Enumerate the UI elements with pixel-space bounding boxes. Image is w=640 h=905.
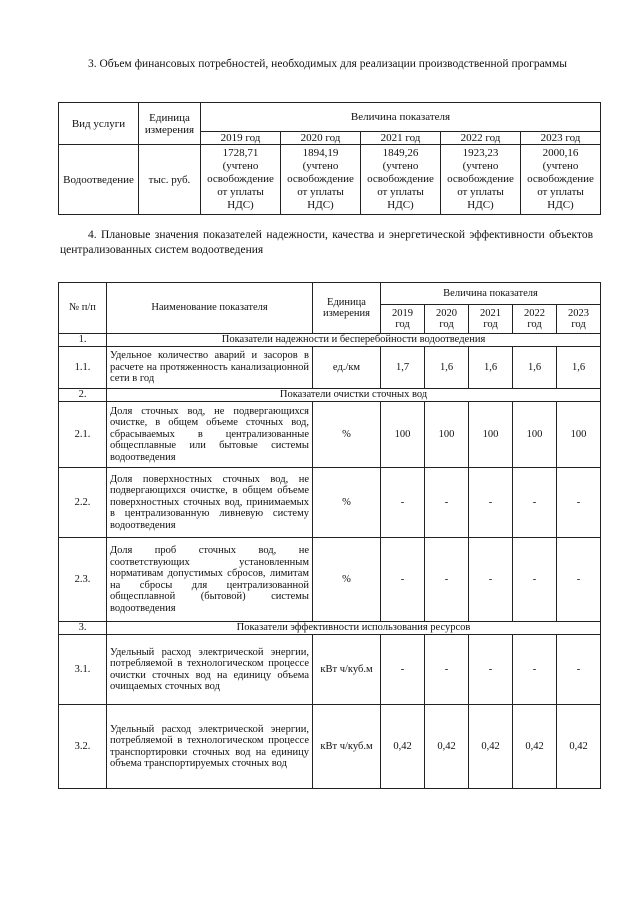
- indicator-name: Доля сточных вод, не подвергающихся очистке, в общем объеме сточных вод, сбрасываемых в централизованные общесплавные или бытовые системы водоотведения: [107, 402, 313, 468]
- value-cell: 100: [513, 402, 557, 468]
- section-row: [59, 334, 601, 347]
- value-cell: 0,42: [557, 705, 601, 789]
- section-title: Показатели надежности и бесперебойности водоотведения: [107, 334, 601, 347]
- value-cell: 100: [425, 402, 469, 468]
- year-cell: 2023 год: [521, 132, 601, 145]
- value-cell: 1,6: [513, 347, 557, 389]
- year-cell: 2023 год: [557, 305, 601, 334]
- value-cell: [361, 145, 441, 215]
- value-cell: 100: [381, 402, 425, 468]
- year-cell: 2020 год: [281, 132, 361, 145]
- row-num: 2.1.: [59, 402, 107, 468]
- value-cell: 0,42: [469, 705, 513, 789]
- value-cell: -: [469, 538, 513, 622]
- value-cell: -: [513, 468, 557, 538]
- value-cell: 1,6: [557, 347, 601, 389]
- unit-cell: ед./км: [313, 347, 381, 389]
- unit-cell: %: [313, 468, 381, 538]
- value-cell: -: [557, 635, 601, 705]
- table-row: [59, 347, 601, 389]
- value-cell: -: [425, 635, 469, 705]
- value-cell: 100: [469, 402, 513, 468]
- year-cell: 2022 год: [513, 305, 557, 334]
- amount: 1923,23: [462, 147, 499, 159]
- section-title: Показатели эффективности использования ресурсов: [107, 622, 601, 635]
- table-row: [59, 468, 601, 538]
- table-row: [59, 145, 601, 215]
- header-num: № п/п: [59, 283, 107, 334]
- amount: 2000,16: [542, 147, 579, 159]
- value-cell: 1,7: [381, 347, 425, 389]
- unit-cell: кВт ч/куб.м: [313, 705, 381, 789]
- value-cell: -: [513, 635, 557, 705]
- header-service: Вид услуги: [59, 103, 139, 145]
- indicator-name: Удельное количество аварий и засоров в расчете на протяженность канализационной сети в год: [107, 347, 313, 389]
- value-cell: 1,6: [425, 347, 469, 389]
- financial-needs-table: [58, 102, 601, 215]
- value-cell: 0,42: [425, 705, 469, 789]
- value-cell: [441, 145, 521, 215]
- indicator-name: Доля проб сточных вод, не соответствующих установленным нормативам допустимых сбросов, лимитам на сбросы для централизованной общесплавной (бытовой) системы водоотведения: [107, 538, 313, 622]
- value-cell: -: [557, 538, 601, 622]
- value-cell: [521, 145, 601, 215]
- table-row: [59, 705, 601, 789]
- value-cell: -: [381, 635, 425, 705]
- service-cell: Водоотведение: [59, 145, 139, 215]
- vat-note: (учтено освобождение от уплаты НДС): [287, 160, 354, 211]
- year-cell: 2022 год: [441, 132, 521, 145]
- year-cell: 2021 год: [469, 305, 513, 334]
- header-name: Наименование показателя: [107, 283, 313, 334]
- unit-cell: %: [313, 538, 381, 622]
- row-num: 2.2.: [59, 468, 107, 538]
- indicator-name: Доля поверхностных сточных вод, не подвергающихся очистке, в общем объеме поверхностных сточных вод, принимаемых в централизованную ливневую систему водоотведения: [107, 468, 313, 538]
- year-cell: 2019 год: [201, 132, 281, 145]
- vat-note: (учтено освобождение от уплаты НДС): [527, 160, 594, 211]
- value-cell: -: [425, 538, 469, 622]
- value-cell: 0,42: [513, 705, 557, 789]
- row-num: 2.3.: [59, 538, 107, 622]
- indicator-name: Удельный расход электрической энергии, потребляемой в технологическом процессе транспортировки сточных вод на единицу объема транспортируемых сточных вод: [107, 705, 313, 789]
- vat-note: (учтено освобождение от уплаты НДС): [367, 160, 434, 211]
- table-row: [59, 538, 601, 622]
- value-cell: -: [469, 468, 513, 538]
- value-cell: -: [557, 468, 601, 538]
- section-row: [59, 389, 601, 402]
- section-num: 2.: [59, 389, 107, 402]
- unit-cell: %: [313, 402, 381, 468]
- value-cell: 0,42: [381, 705, 425, 789]
- section-row: [59, 622, 601, 635]
- value-cell: 100: [557, 402, 601, 468]
- header-unit: Единица измерения: [139, 103, 201, 145]
- year-cell: 2020 год: [425, 305, 469, 334]
- value-cell: 1,6: [469, 347, 513, 389]
- amount: 1849,26: [382, 147, 419, 159]
- header-value: Величина показателя: [381, 283, 601, 305]
- vat-note: (учтено освобождение от уплаты НДС): [207, 160, 274, 211]
- row-num: 1.1.: [59, 347, 107, 389]
- indicators-table: [58, 282, 601, 789]
- table-row: [59, 402, 601, 468]
- row-num: 3.2.: [59, 705, 107, 789]
- value-cell: -: [513, 538, 557, 622]
- unit-cell: кВт ч/куб.м: [313, 635, 381, 705]
- section-4-heading: 4. Плановые значения показателей надежности, качества и энергетической эффективности объектов централизованных систем водоотведения: [60, 229, 593, 256]
- year-cell: 2021 год: [361, 132, 441, 145]
- amount: 1894,19: [302, 147, 339, 159]
- indicator-name: Удельный расход электрической энергии, потребляемой в технологическом процессе очистки сточных вод на единицу объема очищаемых сточных вод: [107, 635, 313, 705]
- value-cell: -: [381, 468, 425, 538]
- value-cell: -: [425, 468, 469, 538]
- year-cell: 2019 год: [381, 305, 425, 334]
- value-cell: -: [469, 635, 513, 705]
- value-cell: [281, 145, 361, 215]
- amount: 1728,71: [222, 147, 259, 159]
- header-unit: Единица измерения: [313, 283, 381, 334]
- section-num: 3.: [59, 622, 107, 635]
- table-row: [59, 635, 601, 705]
- row-num: 3.1.: [59, 635, 107, 705]
- value-cell: [201, 145, 281, 215]
- section-3-heading: 3. Объем финансовых потребностей, необходимых для реализации производственной программы: [88, 58, 567, 70]
- value-cell: -: [381, 538, 425, 622]
- vat-note: (учтено освобождение от уплаты НДС): [447, 160, 514, 211]
- section-num: 1.: [59, 334, 107, 347]
- unit-cell: тыс. руб.: [139, 145, 201, 215]
- section-title: Показатели очистки сточных вод: [107, 389, 601, 402]
- header-value: Величина показателя: [201, 103, 601, 132]
